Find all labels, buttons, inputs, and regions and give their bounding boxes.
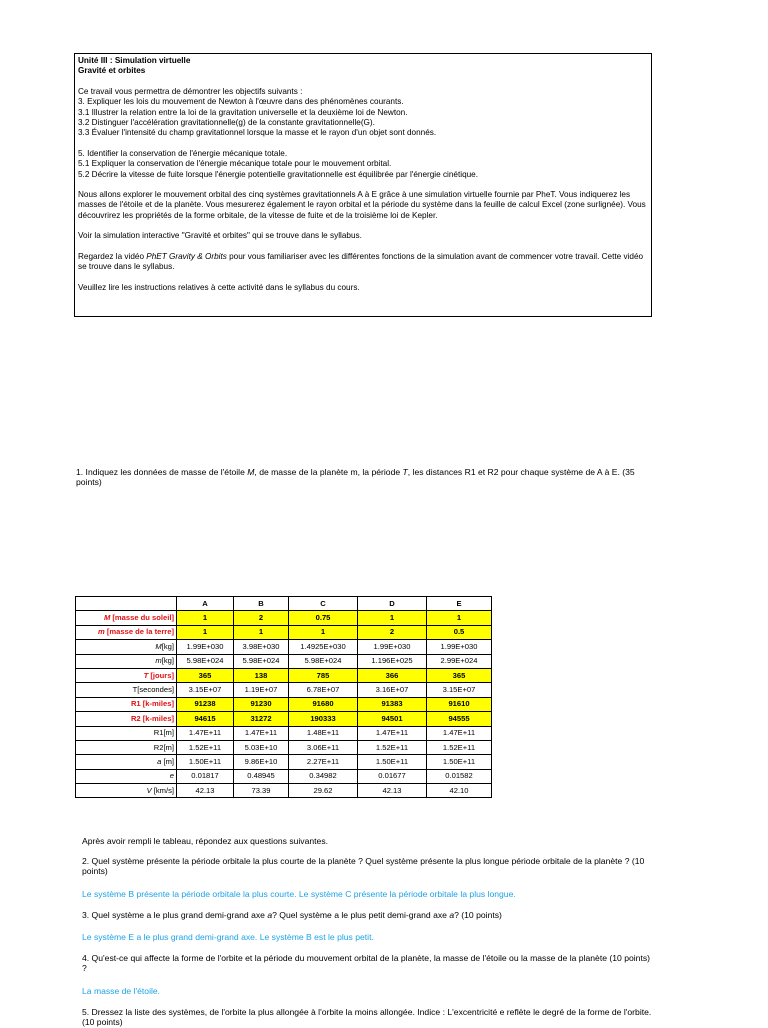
- table-cell: 1.52E+11: [358, 740, 427, 754]
- table-cell[interactable]: 1: [289, 625, 358, 639]
- row-label: R2 [k-miles]: [76, 712, 177, 726]
- intro-paragraph-3: Regardez la vidéo PhET Gravity & Orbits pour vous familiariser avec les différentes fonctions de la simulation avant de commencer votre travail. Cette vidéo se trouve dans le syllabus.: [78, 251, 644, 272]
- table-cell[interactable]: 138: [234, 668, 289, 682]
- table-cell[interactable]: 1: [234, 625, 289, 639]
- table-row: [76, 625, 492, 639]
- row-label: R2[m]: [76, 740, 177, 754]
- table-cell: 2.99E+024: [427, 654, 492, 668]
- table-cell: 3.98E+030: [234, 640, 289, 654]
- table-cell[interactable]: 365: [177, 668, 234, 682]
- table-cell: 6.78E+07: [289, 683, 358, 697]
- table-cell: 5.98E+024: [234, 654, 289, 668]
- objective-3-1: 3.1 Illustrer la relation entre la loi de la gravitation universelle et la deuxième loi de Newton.: [78, 107, 408, 117]
- table-cell[interactable]: 1: [427, 611, 492, 625]
- table-cell: 9.86E+10: [234, 755, 289, 769]
- row-label: V [km/s]: [76, 784, 177, 798]
- column-header-d: D: [358, 597, 427, 611]
- table-row: [76, 654, 492, 668]
- table-row: [76, 683, 492, 697]
- table-cell[interactable]: 2: [234, 611, 289, 625]
- table-cell[interactable]: 0.5: [427, 625, 492, 639]
- column-header-a: A: [177, 597, 234, 611]
- table-cell[interactable]: 91383: [358, 697, 427, 711]
- row-label: m[kg]: [76, 654, 177, 668]
- unit-subtitle: Gravité et orbites: [78, 66, 146, 76]
- table-row: [76, 740, 492, 754]
- question-4: 4. Qu'est-ce qui affecte la forme de l'orbite et la période du mouvement orbital de la planète, la masse de l'étoile ou la masse de la planète (10 points) ?: [82, 953, 650, 974]
- row-label: T[secondes]: [76, 683, 177, 697]
- answer-2[interactable]: Le système B présente la période orbitale la plus courte. Le système C présente la période orbitale la plus longue.: [82, 889, 516, 899]
- table-cell: 1.50E+11: [177, 755, 234, 769]
- table-cell: 0.01817: [177, 769, 234, 783]
- table-row: [76, 726, 492, 740]
- column-header-c: C: [289, 597, 358, 611]
- table-row: [76, 755, 492, 769]
- table-cell[interactable]: 31272: [234, 712, 289, 726]
- table-cell: 29.62: [289, 784, 358, 798]
- data-table: [75, 596, 492, 798]
- table-cell: 1.47E+11: [234, 726, 289, 740]
- table-cell: 1.99E+030: [358, 640, 427, 654]
- intro-box: [74, 53, 652, 317]
- table-cell: 42.13: [358, 784, 427, 798]
- objectives-intro: Ce travail vous permettra de démontrer les objectifs suivants :: [78, 86, 303, 96]
- table-cell: 1.19E+07: [234, 683, 289, 697]
- table-cell: 5.98E+024: [289, 654, 358, 668]
- table-cell: 3.16E+07: [358, 683, 427, 697]
- intro-paragraph-2: Voir la simulation interactive "Gravité et orbites" qui se trouve dans le syllabus.: [78, 231, 362, 241]
- table-row: [76, 640, 492, 654]
- question-2: 2. Quel système présente la période orbitale la plus courte de la planète ? Quel système présente la plus longue période orbitale de la planète ? (10 points): [82, 856, 645, 877]
- table-cell: 1.50E+11: [358, 755, 427, 769]
- table-cell: 1.99E+030: [427, 640, 492, 654]
- intro-paragraph-1: Nous allons explorer le mouvement orbital des cinq systèmes gravitationnels A à E grâce à une simulation virtuelle fournie par PheT. Vous indiquerez les masses de l'étoile et de la planète. Vous mesurerez également le rayon orbital et la période du système dans la feuille de calcul Excel (zone surlignée). Vous découvrirez les propriétés de la forme orbitale, de la vitesse de fuite et de la troisième loi de Kepler.: [78, 190, 646, 220]
- table-cell: 1.99E+030: [177, 640, 234, 654]
- table-cell[interactable]: 91230: [234, 697, 289, 711]
- row-label: R1[m]: [76, 726, 177, 740]
- question-5: 5. Dressez la liste des systèmes, de l'orbite la plus allongée à l'orbite la moins allongée. Indice : L'excentricité e reflète le degré de la forme de l'orbite. (10 points): [82, 1007, 652, 1028]
- table-cell[interactable]: 365: [427, 668, 492, 682]
- table-cell: 1.52E+11: [427, 740, 492, 754]
- column-header-b: B: [234, 597, 289, 611]
- row-label: m [masse de la terre]: [76, 625, 177, 639]
- unit-title: Unité III : Simulation virtuelle: [78, 56, 191, 65]
- table-cell[interactable]: 190333: [289, 712, 358, 726]
- objective-5-1: 5.1 Expliquer la conservation de l'énergie mécanique totale pour le mouvement orbital.: [78, 159, 392, 169]
- table-cell[interactable]: 1: [177, 611, 234, 625]
- table-cell[interactable]: 94501: [358, 712, 427, 726]
- table-row: [76, 784, 492, 798]
- table-cell: 3.15E+07: [427, 683, 492, 697]
- table-cell: 1.50E+11: [427, 755, 492, 769]
- table-cell: 2.27E+11: [289, 755, 358, 769]
- table-cell: 73.39: [234, 784, 289, 798]
- table-cell[interactable]: 2: [358, 625, 427, 639]
- table-row: [76, 611, 492, 625]
- table-row: [76, 697, 492, 711]
- table-cell: 42.13: [177, 784, 234, 798]
- row-label: M [masse du soleil]: [76, 611, 177, 625]
- table-cell[interactable]: 0.75: [289, 611, 358, 625]
- table-cell[interactable]: 91610: [427, 697, 492, 711]
- objective-3: 3. Expliquer les lois du mouvement de Newton à l'œuvre dans des phénomènes courants.: [78, 97, 404, 107]
- objective-5: 5. Identifier la conservation de l'énergie mécanique totale.: [78, 148, 288, 158]
- table-cell[interactable]: 1: [358, 611, 427, 625]
- table-cell[interactable]: 91238: [177, 697, 234, 711]
- table-cell[interactable]: 366: [358, 668, 427, 682]
- table-cell: 1.47E+11: [177, 726, 234, 740]
- table-cell[interactable]: 94555: [427, 712, 492, 726]
- table-corner: [76, 597, 177, 611]
- table-cell: 0.01582: [427, 769, 492, 783]
- table-cell: 0.48945: [234, 769, 289, 783]
- table-row: [76, 769, 492, 783]
- table-cell: 0.01677: [358, 769, 427, 783]
- question-3: 3. Quel système a le plus grand demi-grand axe a? Quel système a le plus petit demi-grand axe a? (10 points): [82, 910, 502, 920]
- after-table-instruction: Après avoir rempli le tableau, répondez aux questions suivantes.: [82, 836, 329, 846]
- row-label: a [m]: [76, 755, 177, 769]
- table-cell: 1.47E+11: [358, 726, 427, 740]
- table-cell: 3.06E+11: [289, 740, 358, 754]
- table-cell[interactable]: 94615: [177, 712, 234, 726]
- answer-4[interactable]: La masse de l'étoile.: [82, 986, 161, 996]
- table-cell: 5.03E+10: [234, 740, 289, 754]
- table-row: [76, 712, 492, 726]
- table-cell[interactable]: 91680: [289, 697, 358, 711]
- objective-3-2: 3.2 Distinguer l'accélération gravitationnelle(g) de la constante gravitationnelle(G).: [78, 118, 375, 128]
- table-cell: 1.47E+11: [427, 726, 492, 740]
- row-label: M[kg]: [76, 640, 177, 654]
- row-label: e: [76, 769, 177, 783]
- table-cell: 5.98E+024: [177, 654, 234, 668]
- intro-paragraph-4: Veuillez lire les instructions relatives à cette activité dans le syllabus du cours.: [78, 282, 360, 292]
- objective-5-2: 5.2 Décrire la vitesse de fuite lorsque l'énergie potentielle gravitationnelle est équilibrée par l'énergie cinétique.: [78, 169, 479, 179]
- table-cell: 1.48E+11: [289, 726, 358, 740]
- question-1: 1. Indiquez les données de masse de l'étoile M, de masse de la planète m, la période T, les distances R1 et R2 pour chaque système de A à E. (35 points): [76, 467, 635, 488]
- column-header-e: E: [427, 597, 492, 611]
- table-cell: 1.4925E+030: [289, 640, 358, 654]
- table-cell[interactable]: 785: [289, 668, 358, 682]
- answer-3[interactable]: Le système E a le plus grand demi-grand axe. Le système B est le plus petit.: [82, 932, 374, 942]
- table-cell: 1.52E+11: [177, 740, 234, 754]
- table-cell: 42.10: [427, 784, 492, 798]
- objective-3-3: 3.3 Évaluer l'intensité du champ gravitationnel lorsque la masse et le rayon d'un objet sont donnés.: [78, 128, 437, 138]
- table-cell[interactable]: 1: [177, 625, 234, 639]
- table-cell: 0.34982: [289, 769, 358, 783]
- table-cell: 1.196E+025: [358, 654, 427, 668]
- row-label: T [jours]: [76, 668, 177, 682]
- table-row: [76, 668, 492, 682]
- row-label: R1 [k-miles]: [76, 697, 177, 711]
- table-cell: 3.15E+07: [177, 683, 234, 697]
